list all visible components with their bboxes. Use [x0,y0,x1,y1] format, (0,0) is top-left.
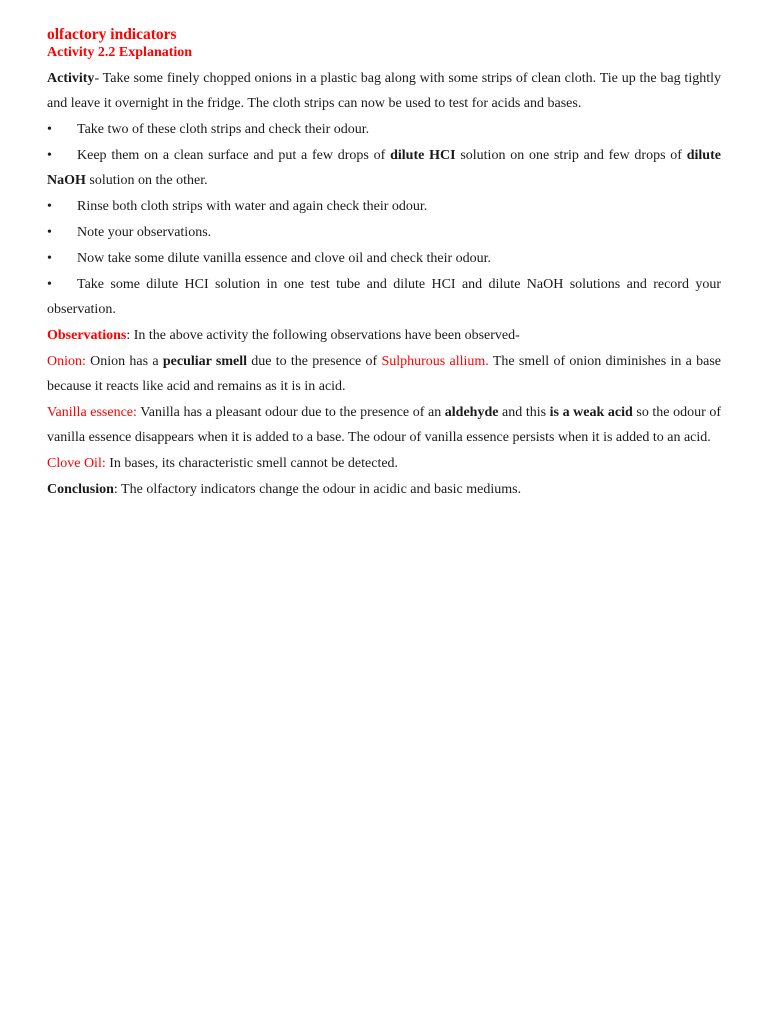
vanilla-label: Vanilla essence: [47,405,137,420]
conclusion-paragraph [47,477,721,502]
vanilla-bold-aldehyde: aldehyde [444,405,499,420]
onion-text: Onion has a [85,354,163,369]
bullet-text: solution on the other. [85,173,208,188]
activity-label: Activity [47,71,95,86]
bullet-item-4 [47,220,721,245]
bullet-icon: • [47,251,52,266]
bullet-icon: • [47,225,52,240]
vanilla-paragraph [47,400,721,450]
bullet-text: Now take some dilute vanilla essence and clove oil and check their odour. [77,251,492,266]
bullet-bold-naoh: dilute NaOH [47,148,721,188]
onion-red-text: Sulphurous allium. [381,354,489,369]
observations-label: Observations [47,328,127,343]
bullet-text: Take some dilute HCI solution in one test tube and dilute HCI and dilute NaOH solutions and record your observation. [47,277,721,317]
bullet-item-1 [47,117,721,142]
conclusion-text: : The olfactory indicators change the odour in acidic and basic mediums. [113,482,522,497]
vanilla-text: Vanilla has a pleasant odour due to the presence of an [136,405,445,420]
bullet-item-6 [47,272,721,322]
bullet-item-3 [47,194,721,219]
bullet-text: Rinse both cloth strips with water and again check their odour. [77,199,428,214]
bullet-icon: • [47,277,52,292]
clove-text: In bases, its characteristic smell cannot be detected. [105,456,399,471]
bullet-item-5 [47,246,721,271]
conclusion-label: Conclusion [47,482,114,497]
activity-paragraph [47,66,721,116]
onion-paragraph [47,349,721,399]
bullet-icon: • [47,148,52,163]
onion-bold-text: peculiar smell [162,354,247,369]
page-title: olfactory indicators [47,26,177,43]
clove-paragraph [47,451,721,476]
bullet-icon: • [47,122,52,137]
observations-text: : In the above activity the following observations have been observed- [126,328,520,343]
document-page [47,26,721,503]
vanilla-text: and this [498,405,550,420]
bullet-text: solution on one strip and few drops of [455,148,687,163]
bullet-text: Take two of these cloth strips and check their odour. [77,122,370,137]
observations-paragraph [47,323,721,348]
clove-label: Clove Oil: [47,456,106,471]
page-subtitle: Activity 2.2 Explanation [47,45,193,60]
vanilla-bold-weak-acid: is a weak acid [549,405,633,420]
onion-label: Onion: [47,354,86,369]
onion-text: The smell of onion diminishes in a base because it reacts like acid and remains as it is in acid. [47,354,722,394]
bullet-item-2 [47,143,721,193]
bullet-icon: • [47,199,52,214]
onion-text: due to the presence of [246,354,382,369]
vanilla-text: so the odour of vanilla essence disappears when it is added to a base. The odour of vanilla essence persists when it is added to an acid. [47,405,721,445]
bullet-text: Note your observations. [77,225,212,240]
bullet-text: Keep them on a clean surface and put a few drops of [77,148,391,163]
bullet-bold-hcl: dilute HCI [390,148,456,163]
activity-text: - Take some finely chopped onions in a plastic bag along with some strips of clean cloth. Tie up the bag tightly and leave it overnight in the fridge. The cloth strips can now be used to test for acids and bases. [47,71,721,111]
